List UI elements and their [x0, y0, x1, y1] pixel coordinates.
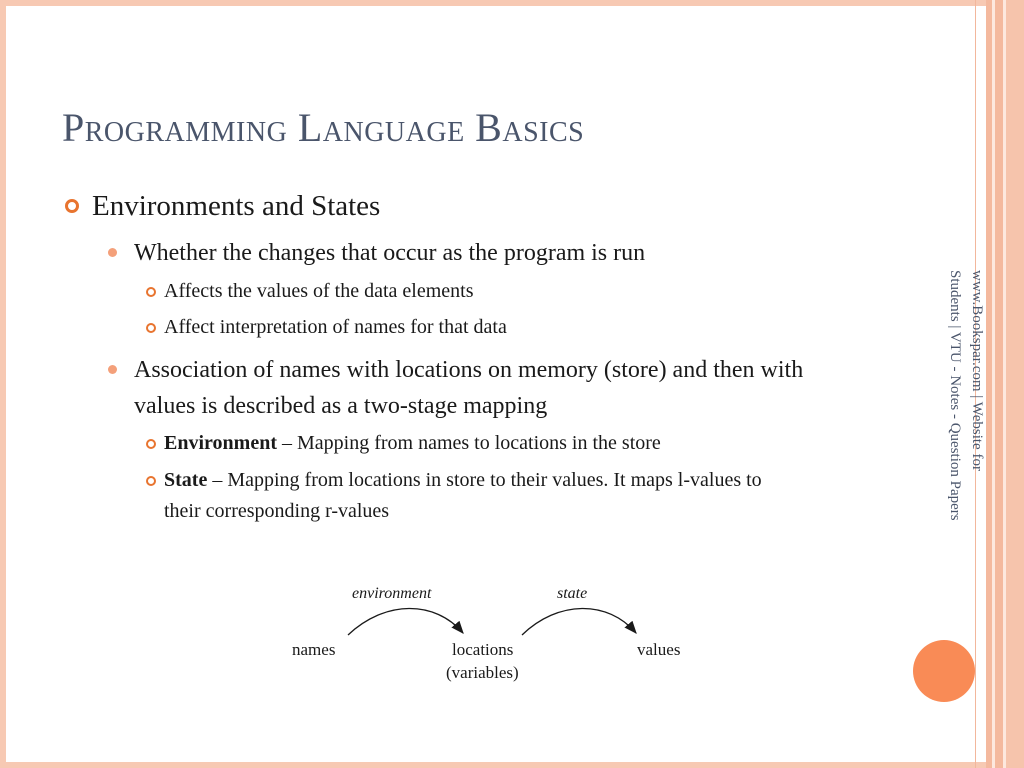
frame-top-border	[0, 0, 1024, 6]
state-arrow	[522, 608, 636, 635]
slide-title: Programming Language Basics	[62, 105, 585, 150]
dot-bullet-icon	[108, 365, 117, 374]
watermark	[944, 270, 988, 521]
watermark-line-2: Students | VTU - Notes - Question Papers	[947, 270, 963, 521]
node-values: values	[637, 640, 681, 659]
state-definition-line-2: their corresponding r-values	[164, 500, 390, 522]
ring-bullet-icon	[65, 199, 79, 213]
state-term: State	[164, 469, 208, 491]
frame-bottom-border	[0, 762, 1024, 768]
label-environment: environment	[352, 585, 432, 602]
bullet-changes-during-run: Whether the changes that occur as the program is run	[134, 240, 646, 266]
environment-arrow	[348, 608, 463, 635]
environment-term: Environment	[164, 432, 277, 454]
ring-bullet-icon	[146, 476, 156, 486]
bullet-affect-interpretation: Affect interpretation of names for that data	[164, 316, 507, 338]
bullet-state-definition	[164, 465, 944, 527]
ring-bullet-icon	[146, 439, 156, 449]
label-state: state	[557, 585, 588, 602]
bullet-association-line-1: Association of names with locations on memory (store) and then with	[134, 357, 804, 383]
bullet-environments-and-states: Environments and States	[92, 190, 381, 222]
node-variables: (variables)	[446, 663, 519, 682]
environment-definition: – Mapping from names to locations in the store	[276, 432, 661, 454]
right-stripe	[1006, 0, 1024, 768]
bullet-association-of-names	[134, 352, 964, 424]
decorative-orb	[913, 640, 975, 702]
watermark-line-1: www.Bookspar.com | Website for	[969, 270, 985, 471]
dot-bullet-icon	[108, 248, 117, 257]
right-stripe	[995, 0, 1003, 768]
bullet-environment-definition	[164, 428, 944, 459]
bullet-association-line-2: values is described as a two-stage mapping	[134, 393, 548, 419]
node-names: names	[292, 640, 336, 659]
node-locations: locations	[452, 640, 514, 659]
mapping-diagram	[280, 575, 710, 695]
state-definition-line-1: – Mapping from locations in store to their values. It maps l-values to	[207, 469, 762, 491]
ring-bullet-icon	[146, 287, 156, 297]
bullet-affects-values: Affects the values of the data elements	[164, 280, 474, 302]
frame-left-border	[0, 0, 6, 768]
ring-bullet-icon	[146, 323, 156, 333]
